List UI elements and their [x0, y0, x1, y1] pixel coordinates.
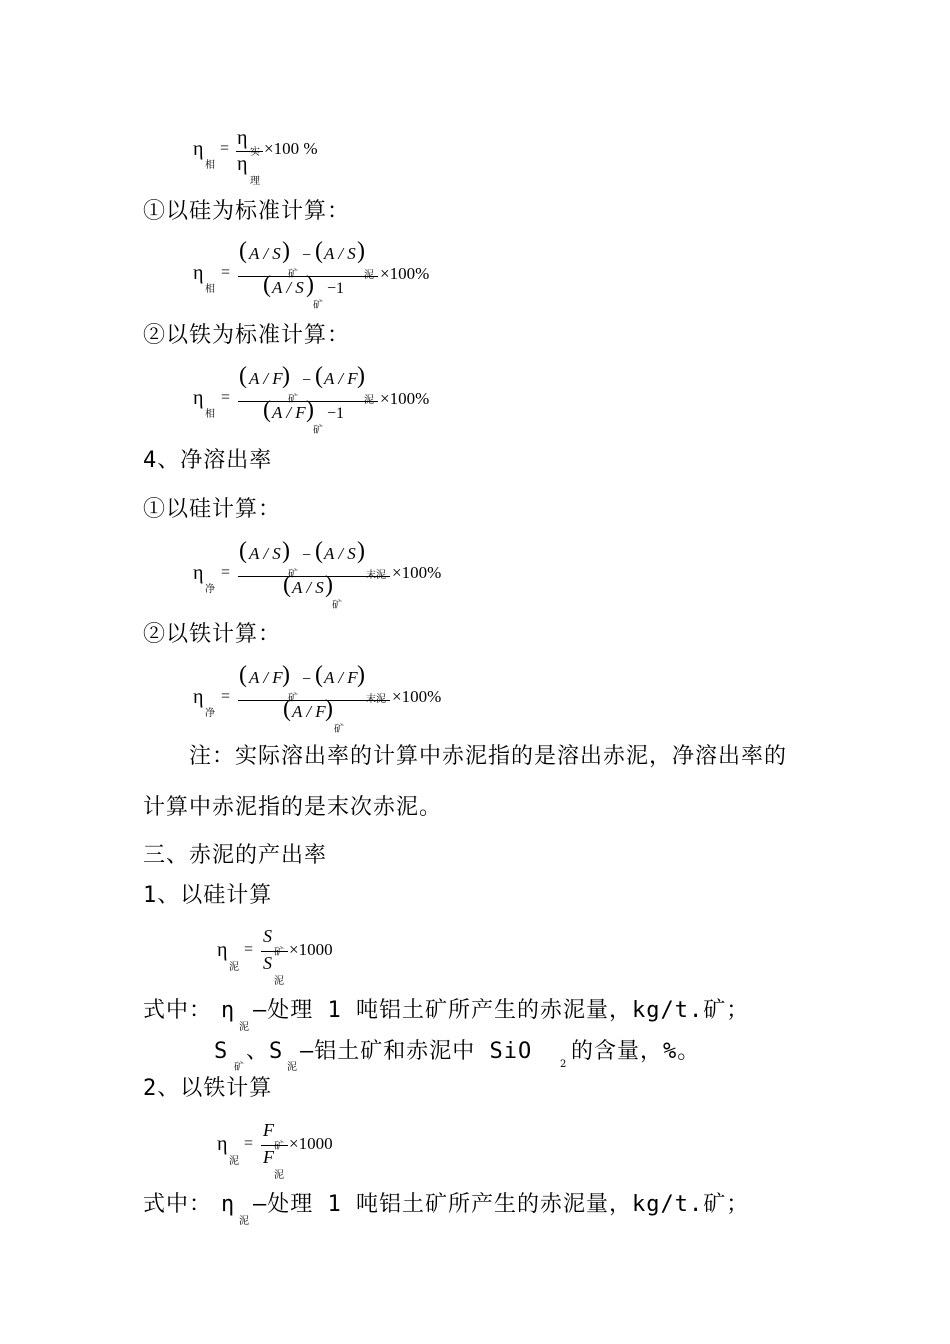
subscript: 实 — [250, 147, 260, 158]
equals-sign: = — [220, 140, 230, 157]
ratio-ore: A / S — [249, 544, 281, 563]
subscript-mud: 泥 — [364, 270, 374, 281]
note-paragraph-line-1: 注：实际溶出率的计算中赤泥指的是溶出赤泥，净溶出率的 — [189, 744, 788, 769]
subscript: 相 — [205, 160, 215, 171]
heading-by-iron: ②以铁计算： — [143, 622, 282, 647]
subscript-mud: 泥 — [239, 1022, 249, 1033]
multiplier: ×100% — [392, 563, 442, 582]
minus-sign: − — [302, 671, 312, 688]
right-paren: ) — [282, 238, 290, 264]
denominator-f: F — [263, 1147, 274, 1167]
equals-sign: = — [244, 1135, 254, 1152]
subscript-ore: 矿 — [274, 947, 284, 958]
subscript-ore: 矿 — [288, 394, 298, 405]
ratio-mud: A / F — [324, 369, 358, 388]
eta-symbol: η — [193, 262, 204, 284]
denominator-eta: η — [237, 153, 248, 175]
subscript: 理 — [250, 176, 260, 187]
ratio-ore: A / S — [292, 578, 324, 597]
subscript: 净 — [205, 584, 215, 595]
subscript-ore: 矿 — [288, 693, 298, 704]
eta-symbol: η — [193, 138, 204, 160]
equals-sign: = — [244, 941, 254, 958]
heading-by-silicon: ①以硅计算： — [143, 497, 282, 522]
ratio-final-mud: A / S — [324, 544, 356, 563]
subscript-ore: 矿 — [313, 425, 323, 436]
ratio-ore: A / S — [272, 278, 304, 297]
subscript-mud: 泥 — [287, 1062, 297, 1073]
subscript-mud: 泥 — [364, 395, 374, 406]
fraction-bar — [238, 576, 390, 577]
eta-symbol: η — [221, 1192, 236, 1217]
right-paren: ) — [306, 272, 314, 298]
minus-sign: − — [302, 247, 312, 264]
minus-sign: − — [302, 372, 312, 389]
subscript-mud: 泥 — [239, 1216, 249, 1227]
ratio-ore: A / F — [292, 702, 326, 721]
label-where: 式中： — [143, 1192, 213, 1217]
equals-sign: = — [221, 264, 231, 281]
fraction-bar — [238, 700, 390, 701]
note-paragraph-line-2: 计算中赤泥指的是末次赤泥。 — [143, 795, 443, 820]
equals-sign: = — [221, 389, 231, 406]
heading-net-dissolution: 4、净溶出率 — [143, 448, 273, 473]
eta-symbol: η — [193, 387, 204, 409]
definition-tail: 的含量，%。 — [571, 1039, 701, 1064]
left-paren: ( — [263, 272, 271, 298]
subscript: 泥 — [229, 1156, 239, 1167]
definition-text: —铝土矿和赤泥中 SiO — [300, 1039, 533, 1064]
fraction-bar — [236, 151, 263, 152]
subscript-final-mud: 末泥 — [366, 570, 386, 581]
heading-silicon-standard: ①以硅为标准计算： — [143, 199, 351, 224]
eta-symbol: η — [221, 998, 236, 1023]
subscript: 净 — [205, 708, 215, 719]
subheading-by-silicon: 1、以硅计算 — [143, 883, 273, 908]
minus-one: −1 — [327, 405, 345, 422]
eta-symbol: η — [217, 1133, 228, 1155]
subscript-ore: 矿 — [313, 300, 323, 311]
symbol-s-mud: 、S — [246, 1039, 284, 1064]
equals-sign: = — [221, 688, 231, 705]
subscript: 相 — [205, 409, 215, 420]
denominator-s: S — [263, 953, 272, 973]
subheading-by-iron: 2、以铁计算 — [143, 1076, 273, 1101]
eta-symbol: η — [193, 562, 204, 584]
numerator-eta: η — [237, 127, 248, 149]
ratio-final-mud: A / F — [324, 668, 358, 687]
definition-text: —处理 1 吨铝土矿所产生的赤泥量，kg/t.矿； — [253, 1192, 750, 1217]
left-paren: ( — [239, 238, 247, 264]
heading-iron-standard: ②以铁为标准计算： — [143, 323, 351, 348]
eta-symbol: η — [193, 686, 204, 708]
eta-symbol: η — [217, 939, 228, 961]
subscript: 相 — [205, 284, 215, 295]
right-paren: ) — [357, 238, 365, 264]
section-title-red-mud-output: 三、赤泥的产出率 — [143, 843, 328, 868]
minus-sign: − — [302, 547, 312, 564]
multiplier: ×100 % — [264, 139, 318, 158]
ratio-ore: A / F — [272, 403, 306, 422]
left-paren: ( — [315, 238, 323, 264]
subscript-ore: 矿 — [234, 1062, 244, 1073]
subscript-mud: 泥 — [274, 976, 284, 987]
multiplier: ×1000 — [289, 940, 333, 959]
subscript-ore: 矿 — [288, 269, 298, 280]
label-where: 式中： — [143, 998, 213, 1023]
ratio-mud: A / S — [324, 244, 356, 263]
multiplier: ×1000 — [289, 1134, 333, 1153]
numerator-f: F — [263, 1120, 274, 1140]
definition-text: —处理 1 吨铝土矿所产生的赤泥量，kg/t.矿； — [253, 998, 750, 1023]
numerator-s: S — [263, 926, 272, 946]
fraction-bar — [261, 1145, 288, 1146]
multiplier: ×100% — [380, 389, 430, 408]
ratio-ore: A / F — [249, 668, 283, 687]
equals-sign: = — [221, 564, 231, 581]
fraction-bar — [261, 951, 288, 952]
subscript-ore: 矿 — [332, 600, 342, 611]
subscript: 泥 — [229, 962, 239, 973]
subscript-ore: 矿 — [288, 569, 298, 580]
subscript-ore: 矿 — [334, 724, 344, 735]
minus-one: −1 — [327, 280, 345, 297]
ratio-ore: A / F — [249, 369, 283, 388]
subscript-final-mud: 末泥 — [366, 694, 386, 705]
subscript-two: 2 — [560, 1059, 567, 1070]
ratio-ore: A / S — [249, 244, 281, 263]
symbol-s: S — [214, 1039, 229, 1064]
multiplier: ×100% — [380, 264, 430, 283]
subscript-mud: 泥 — [274, 1170, 284, 1181]
subscript-ore: 矿 — [274, 1141, 284, 1152]
multiplier: ×100% — [392, 687, 442, 706]
